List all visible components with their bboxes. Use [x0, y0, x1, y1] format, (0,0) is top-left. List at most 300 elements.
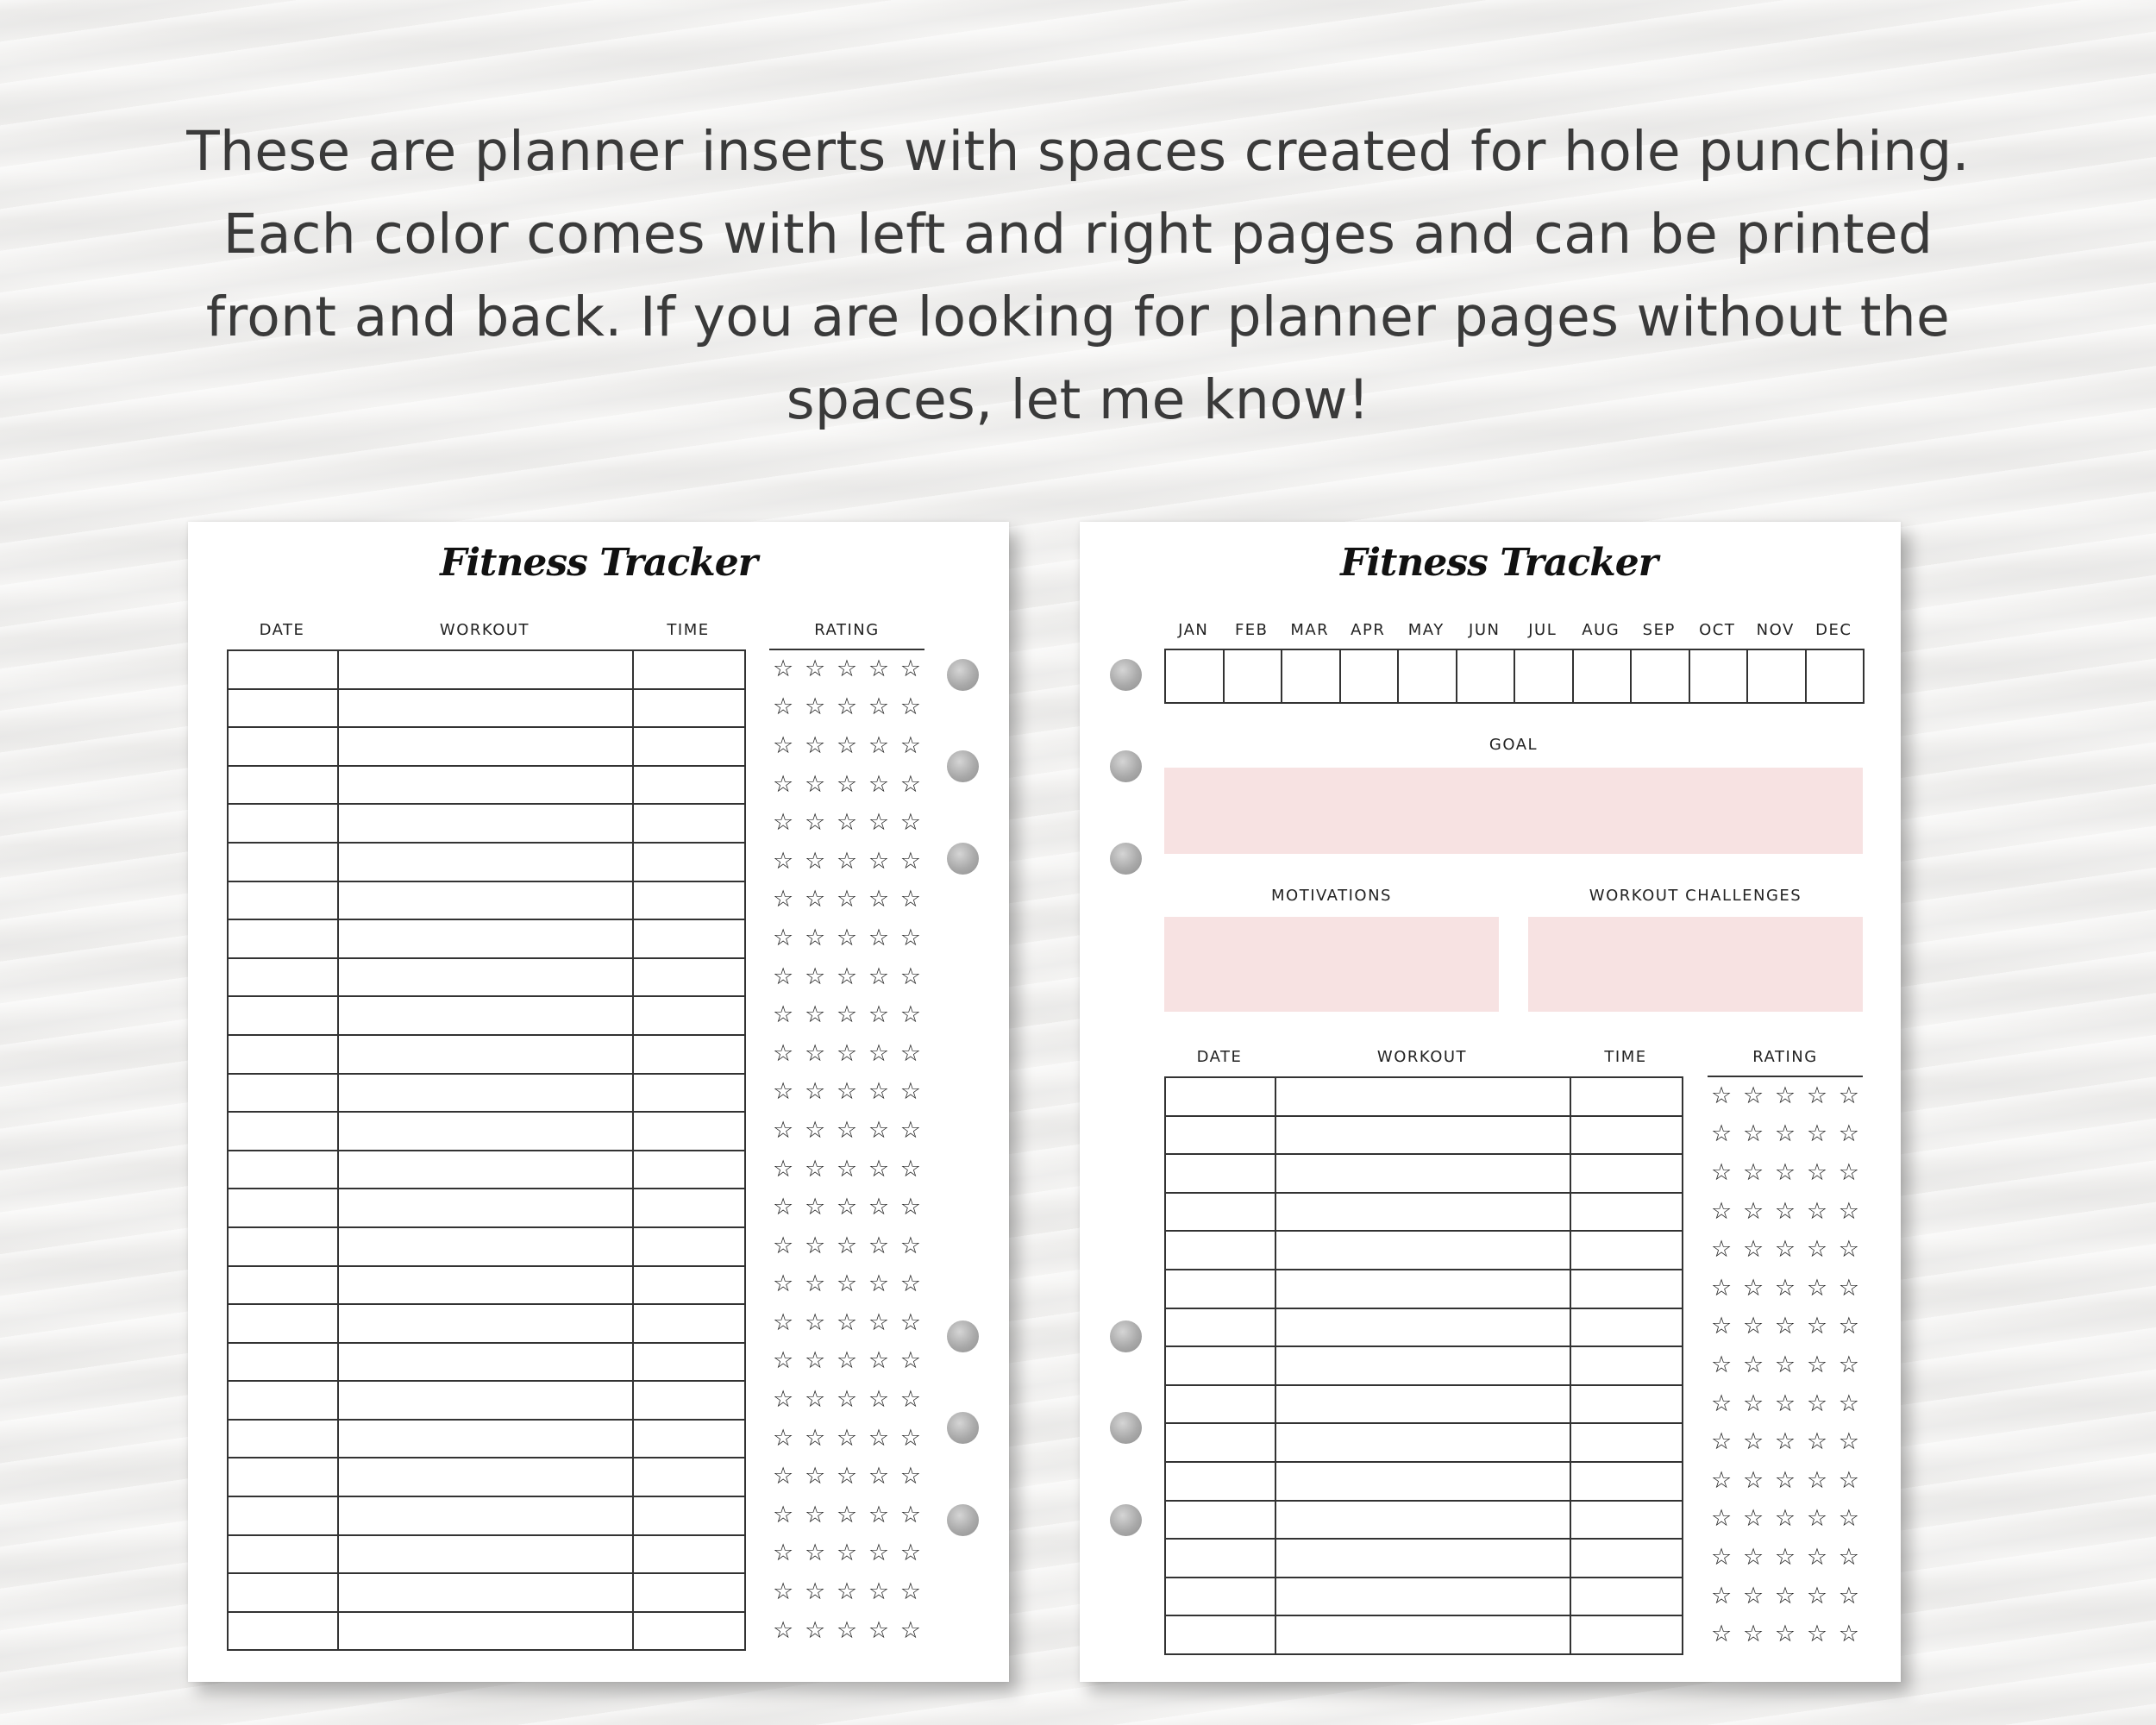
star-rating-row[interactable]: [1711, 1269, 1859, 1308]
star-outline-icon[interactable]: ☆: [1806, 1582, 1828, 1609]
star-outline-icon[interactable]: ☆: [868, 1116, 890, 1144]
time-cell: [1570, 1539, 1683, 1578]
workout-cell: [1275, 1154, 1570, 1193]
star-outline-icon[interactable]: ☆: [1742, 1236, 1764, 1264]
star-outline-icon[interactable]: ☆: [836, 886, 858, 913]
star-outline-icon[interactable]: ☆: [836, 770, 858, 798]
star-outline-icon[interactable]: ☆: [836, 655, 858, 682]
star-rating-row[interactable]: [1711, 1577, 1859, 1615]
star-outline-icon[interactable]: ☆: [1806, 1466, 1828, 1494]
star-outline-icon[interactable]: ☆: [868, 963, 890, 990]
star-outline-icon[interactable]: ☆: [1806, 1505, 1828, 1533]
star-outline-icon[interactable]: ☆: [899, 1424, 921, 1452]
star-outline-icon[interactable]: ☆: [773, 1616, 794, 1644]
star-outline-icon[interactable]: ☆: [836, 809, 858, 837]
star-outline-icon[interactable]: ☆: [899, 924, 921, 951]
star-outline-icon[interactable]: ☆: [1774, 1120, 1796, 1148]
star-outline-icon[interactable]: ☆: [1742, 1274, 1764, 1302]
star-outline-icon[interactable]: ☆: [804, 731, 826, 759]
star-outline-icon[interactable]: ☆: [868, 1194, 890, 1221]
workout-cell: [338, 958, 633, 997]
star-rating-row[interactable]: [773, 765, 921, 804]
star-outline-icon[interactable]: ☆: [868, 1386, 890, 1414]
star-outline-icon[interactable]: ☆: [1774, 1621, 1796, 1648]
star-rating-row[interactable]: [1711, 1230, 1859, 1269]
star-outline-icon[interactable]: ☆: [1742, 1082, 1764, 1109]
star-rating-row[interactable]: [1711, 1615, 1859, 1653]
star-rating-row[interactable]: [773, 957, 921, 996]
star-outline-icon[interactable]: ☆: [836, 1039, 858, 1067]
star-outline-icon[interactable]: ☆: [1742, 1389, 1764, 1417]
date-cell: [228, 1266, 338, 1305]
star-outline-icon[interactable]: ☆: [836, 1194, 858, 1221]
star-outline-icon[interactable]: ☆: [1742, 1466, 1764, 1494]
star-outline-icon[interactable]: ☆: [1711, 1351, 1733, 1378]
star-outline-icon[interactable]: ☆: [1711, 1313, 1733, 1340]
star-outline-icon[interactable]: ☆: [836, 1386, 858, 1414]
star-outline-icon[interactable]: ☆: [836, 1155, 858, 1182]
star-rating-row[interactable]: [1711, 1422, 1859, 1461]
star-outline-icon[interactable]: ☆: [773, 809, 794, 837]
date-cell: [228, 881, 338, 920]
star-outline-icon[interactable]: ☆: [899, 1001, 921, 1029]
star-rating-row[interactable]: [773, 1034, 921, 1073]
star-outline-icon[interactable]: ☆: [804, 1616, 826, 1644]
star-outline-icon[interactable]: ☆: [1774, 1389, 1796, 1417]
star-outline-icon[interactable]: ☆: [804, 1270, 826, 1298]
star-outline-icon[interactable]: ☆: [773, 1039, 794, 1067]
star-rating-row[interactable]: [773, 1111, 921, 1150]
table-row: [228, 1035, 745, 1074]
workout-cell: [338, 1420, 633, 1458]
star-outline-icon[interactable]: ☆: [899, 1616, 921, 1644]
star-outline-icon[interactable]: ☆: [1774, 1158, 1796, 1186]
star-outline-icon[interactable]: ☆: [773, 1347, 794, 1375]
star-outline-icon[interactable]: ☆: [899, 1386, 921, 1414]
star-outline-icon[interactable]: ☆: [899, 1232, 921, 1259]
punch-hole-icon: [1110, 843, 1142, 875]
star-outline-icon[interactable]: ☆: [1711, 1236, 1733, 1264]
star-outline-icon[interactable]: ☆: [773, 924, 794, 951]
star-outline-icon[interactable]: ☆: [868, 1463, 890, 1490]
star-outline-icon[interactable]: ☆: [899, 1116, 921, 1144]
star-outline-icon[interactable]: ☆: [1806, 1389, 1828, 1417]
star-rating-row[interactable]: [773, 1073, 921, 1112]
month-cell[interactable]: [1282, 649, 1340, 703]
star-outline-icon[interactable]: ☆: [836, 1540, 858, 1567]
star-outline-icon[interactable]: ☆: [899, 886, 921, 913]
star-outline-icon[interactable]: ☆: [1806, 1274, 1828, 1302]
star-outline-icon[interactable]: ☆: [773, 1578, 794, 1606]
star-outline-icon[interactable]: ☆: [1742, 1120, 1764, 1148]
date-cell: [228, 727, 338, 766]
star-outline-icon[interactable]: ☆: [773, 847, 794, 875]
star-outline-icon[interactable]: ☆: [1838, 1197, 1859, 1225]
star-outline-icon[interactable]: ☆: [836, 1424, 858, 1452]
star-outline-icon[interactable]: ☆: [1838, 1466, 1859, 1494]
star-outline-icon[interactable]: ☆: [868, 731, 890, 759]
star-outline-icon[interactable]: ☆: [1711, 1389, 1733, 1417]
star-outline-icon[interactable]: ☆: [836, 1078, 858, 1106]
star-outline-icon[interactable]: ☆: [1742, 1313, 1764, 1340]
star-rating-row[interactable]: [773, 1572, 921, 1611]
star-outline-icon[interactable]: ☆: [868, 693, 890, 721]
star-outline-icon[interactable]: ☆: [1838, 1313, 1859, 1340]
star-rating-row[interactable]: [1711, 1384, 1859, 1423]
workout-cell: [338, 727, 633, 766]
star-rating-row[interactable]: [773, 1457, 921, 1496]
star-outline-icon[interactable]: ☆: [868, 1424, 890, 1452]
star-outline-icon[interactable]: ☆: [773, 731, 794, 759]
star-rating-row[interactable]: [773, 1419, 921, 1458]
star-outline-icon[interactable]: ☆: [1742, 1158, 1764, 1186]
month-cell[interactable]: [1689, 649, 1748, 703]
star-outline-icon[interactable]: ☆: [868, 1078, 890, 1106]
star-outline-icon[interactable]: ☆: [868, 1578, 890, 1606]
star-outline-icon[interactable]: ☆: [1838, 1621, 1859, 1648]
star-rating-row[interactable]: [1711, 1153, 1859, 1192]
star-outline-icon[interactable]: ☆: [899, 1501, 921, 1528]
star-outline-icon[interactable]: ☆: [836, 1308, 858, 1336]
star-outline-icon[interactable]: ☆: [1711, 1120, 1733, 1148]
star-outline-icon[interactable]: ☆: [1838, 1428, 1859, 1456]
star-outline-icon[interactable]: ☆: [804, 1578, 826, 1606]
date-cell: [228, 804, 338, 843]
star-outline-icon[interactable]: ☆: [1711, 1466, 1733, 1494]
star-rating-row[interactable]: [773, 1226, 921, 1265]
month-cell[interactable]: [1165, 649, 1224, 703]
star-outline-icon[interactable]: ☆: [1806, 1621, 1828, 1648]
time-cell: [633, 1458, 745, 1496]
star-rating-row[interactable]: [773, 1303, 921, 1342]
star-rating-row[interactable]: [1711, 1308, 1859, 1346]
star-outline-icon[interactable]: ☆: [836, 963, 858, 990]
star-outline-icon[interactable]: ☆: [1742, 1197, 1764, 1225]
star-outline-icon[interactable]: ☆: [1711, 1082, 1733, 1109]
star-outline-icon[interactable]: ☆: [868, 1616, 890, 1644]
star-outline-icon[interactable]: ☆: [1742, 1351, 1764, 1378]
column-header-rating: RATING: [814, 621, 880, 639]
star-outline-icon[interactable]: ☆: [773, 1155, 794, 1182]
star-outline-icon[interactable]: ☆: [868, 809, 890, 837]
star-rating-row[interactable]: [1711, 1538, 1859, 1577]
star-outline-icon[interactable]: ☆: [1774, 1082, 1796, 1109]
star-outline-icon[interactable]: ☆: [773, 1001, 794, 1029]
time-cell: [1570, 1462, 1683, 1501]
star-outline-icon[interactable]: ☆: [899, 770, 921, 798]
star-rating-row[interactable]: [773, 726, 921, 765]
star-outline-icon[interactable]: ☆: [804, 770, 826, 798]
star-outline-icon[interactable]: ☆: [836, 1463, 858, 1490]
punch-hole-icon: [947, 750, 979, 782]
star-outline-icon[interactable]: ☆: [1742, 1505, 1764, 1533]
star-rating-row[interactable]: [773, 919, 921, 957]
star-outline-icon[interactable]: ☆: [1774, 1274, 1796, 1302]
punch-hole-icon: [1110, 1504, 1142, 1536]
punch-hole-icon: [947, 1504, 979, 1536]
star-outline-icon[interactable]: ☆: [773, 886, 794, 913]
star-outline-icon[interactable]: ☆: [868, 1270, 890, 1298]
star-outline-icon[interactable]: ☆: [868, 1232, 890, 1259]
star-outline-icon[interactable]: ☆: [899, 1463, 921, 1490]
star-outline-icon[interactable]: ☆: [868, 770, 890, 798]
date-cell: [228, 1612, 338, 1651]
star-rating-row[interactable]: [1711, 1461, 1859, 1500]
star-outline-icon[interactable]: ☆: [868, 655, 890, 682]
month-cell[interactable]: [1457, 649, 1515, 703]
star-outline-icon[interactable]: ☆: [1774, 1543, 1796, 1571]
month-cell[interactable]: [1573, 649, 1632, 703]
star-rating-row[interactable]: [1711, 1500, 1859, 1539]
star-outline-icon[interactable]: ☆: [804, 1232, 826, 1259]
star-outline-icon[interactable]: ☆: [1806, 1197, 1828, 1225]
star-outline-icon[interactable]: ☆: [1838, 1082, 1859, 1109]
star-outline-icon[interactable]: ☆: [1711, 1428, 1733, 1456]
star-outline-icon[interactable]: ☆: [804, 1463, 826, 1490]
star-outline-icon[interactable]: ☆: [1838, 1351, 1859, 1378]
star-outline-icon[interactable]: ☆: [1742, 1428, 1764, 1456]
star-outline-icon[interactable]: ☆: [1838, 1505, 1859, 1533]
star-outline-icon[interactable]: ☆: [1806, 1313, 1828, 1340]
star-outline-icon[interactable]: ☆: [836, 1616, 858, 1644]
date-cell: [228, 1151, 338, 1189]
star-outline-icon[interactable]: ☆: [1806, 1236, 1828, 1264]
star-rating-row[interactable]: [1711, 1192, 1859, 1231]
star-rating-row[interactable]: [773, 1611, 921, 1650]
star-outline-icon[interactable]: ☆: [773, 963, 794, 990]
star-rating-row[interactable]: [773, 1188, 921, 1226]
star-outline-icon[interactable]: ☆: [868, 1540, 890, 1567]
star-outline-icon[interactable]: ☆: [836, 924, 858, 951]
star-outline-icon[interactable]: ☆: [899, 1078, 921, 1106]
star-outline-icon[interactable]: ☆: [1806, 1428, 1828, 1456]
star-rating-row[interactable]: [773, 842, 921, 881]
month-cell[interactable]: [1224, 649, 1282, 703]
date-cell: [1165, 1578, 1275, 1616]
star-outline-icon[interactable]: ☆: [804, 1424, 826, 1452]
star-outline-icon[interactable]: ☆: [804, 1308, 826, 1336]
month-label: MAR: [1290, 621, 1330, 639]
star-outline-icon[interactable]: ☆: [804, 693, 826, 721]
workout-cell: [1275, 1501, 1570, 1540]
star-outline-icon[interactable]: ☆: [868, 1347, 890, 1375]
star-outline-icon[interactable]: ☆: [1806, 1082, 1828, 1109]
star-rating-row[interactable]: [773, 1380, 921, 1419]
star-rating-row[interactable]: [773, 649, 921, 688]
star-rating-row[interactable]: [773, 1150, 921, 1189]
star-outline-icon[interactable]: ☆: [804, 1501, 826, 1528]
star-outline-icon[interactable]: ☆: [773, 1078, 794, 1106]
star-outline-icon[interactable]: ☆: [1711, 1158, 1733, 1186]
table-row: [228, 1573, 745, 1612]
star-outline-icon[interactable]: ☆: [899, 1540, 921, 1567]
star-outline-icon[interactable]: ☆: [899, 731, 921, 759]
star-outline-icon[interactable]: ☆: [773, 770, 794, 798]
month-cell[interactable]: [1398, 649, 1457, 703]
star-outline-icon[interactable]: ☆: [804, 1078, 826, 1106]
star-outline-icon[interactable]: ☆: [804, 1540, 826, 1567]
star-outline-icon[interactable]: ☆: [1838, 1158, 1859, 1186]
headline-line-3: front and back. If you are looking for planner pages without the: [205, 285, 1951, 348]
star-outline-icon[interactable]: ☆: [868, 1501, 890, 1528]
star-outline-icon[interactable]: ☆: [1838, 1389, 1859, 1417]
time-cell: [633, 919, 745, 958]
star-outline-icon[interactable]: ☆: [804, 1155, 826, 1182]
star-outline-icon[interactable]: ☆: [899, 1578, 921, 1606]
star-outline-icon[interactable]: ☆: [1774, 1351, 1796, 1378]
star-rating-row[interactable]: [773, 803, 921, 842]
headline: [0, 110, 2156, 442]
star-outline-icon[interactable]: ☆: [804, 1194, 826, 1221]
star-outline-icon[interactable]: ☆: [804, 1116, 826, 1144]
star-rating-row[interactable]: [773, 881, 921, 919]
star-outline-icon[interactable]: ☆: [773, 693, 794, 721]
star-outline-icon[interactable]: ☆: [1774, 1236, 1796, 1264]
star-outline-icon[interactable]: ☆: [868, 1155, 890, 1182]
star-outline-icon[interactable]: ☆: [804, 1001, 826, 1029]
star-outline-icon[interactable]: ☆: [1774, 1313, 1796, 1340]
star-outline-icon[interactable]: ☆: [899, 1039, 921, 1067]
star-outline-icon[interactable]: ☆: [836, 731, 858, 759]
star-outline-icon[interactable]: ☆: [899, 1347, 921, 1375]
star-outline-icon[interactable]: ☆: [1838, 1120, 1859, 1148]
star-outline-icon[interactable]: ☆: [1838, 1274, 1859, 1302]
star-outline-icon[interactable]: ☆: [1806, 1120, 1828, 1148]
star-rating-row[interactable]: [1711, 1115, 1859, 1154]
star-rating-row[interactable]: [773, 1342, 921, 1381]
star-outline-icon[interactable]: ☆: [773, 1116, 794, 1144]
star-outline-icon[interactable]: ☆: [868, 1308, 890, 1336]
star-outline-icon[interactable]: ☆: [804, 1039, 826, 1067]
star-outline-icon[interactable]: ☆: [1711, 1505, 1733, 1533]
workout-cell: [1275, 1385, 1570, 1424]
star-outline-icon[interactable]: ☆: [836, 1347, 858, 1375]
month-cell[interactable]: [1631, 649, 1689, 703]
star-outline-icon[interactable]: ☆: [1806, 1351, 1828, 1378]
star-outline-icon[interactable]: ☆: [773, 1308, 794, 1336]
star-outline-icon[interactable]: ☆: [1711, 1582, 1733, 1609]
star-outline-icon[interactable]: ☆: [773, 1463, 794, 1490]
star-rating-row[interactable]: [773, 995, 921, 1034]
star-outline-icon[interactable]: ☆: [804, 809, 826, 837]
star-outline-icon[interactable]: ☆: [1838, 1236, 1859, 1264]
star-outline-icon[interactable]: ☆: [899, 1308, 921, 1336]
star-outline-icon[interactable]: ☆: [1742, 1582, 1764, 1609]
star-outline-icon[interactable]: ☆: [836, 1116, 858, 1144]
month-cell[interactable]: [1514, 649, 1573, 703]
date-cell: [228, 1343, 338, 1382]
month-cell[interactable]: [1340, 649, 1399, 703]
date-cell: [1165, 1077, 1275, 1116]
star-outline-icon[interactable]: ☆: [1742, 1543, 1764, 1571]
star-outline-icon[interactable]: ☆: [1774, 1428, 1796, 1456]
star-rating-row[interactable]: [773, 1496, 921, 1534]
star-outline-icon[interactable]: ☆: [899, 1270, 921, 1298]
star-outline-icon[interactable]: ☆: [773, 1270, 794, 1298]
star-outline-icon[interactable]: ☆: [773, 1386, 794, 1414]
star-outline-icon[interactable]: ☆: [899, 809, 921, 837]
rating-column: [773, 649, 921, 1649]
star-outline-icon[interactable]: ☆: [804, 886, 826, 913]
date-cell: [1165, 1462, 1275, 1501]
star-outline-icon[interactable]: ☆: [804, 1386, 826, 1414]
star-outline-icon[interactable]: ☆: [899, 655, 921, 682]
star-outline-icon[interactable]: ☆: [773, 655, 794, 682]
star-outline-icon[interactable]: ☆: [804, 924, 826, 951]
star-outline-icon[interactable]: ☆: [773, 1232, 794, 1259]
star-outline-icon[interactable]: ☆: [804, 1347, 826, 1375]
star-outline-icon[interactable]: ☆: [899, 1155, 921, 1182]
star-outline-icon[interactable]: ☆: [836, 1001, 858, 1029]
star-outline-icon[interactable]: ☆: [868, 1001, 890, 1029]
star-rating-row[interactable]: [1711, 1076, 1859, 1115]
star-outline-icon[interactable]: ☆: [868, 1039, 890, 1067]
star-outline-icon[interactable]: ☆: [1774, 1505, 1796, 1533]
star-outline-icon[interactable]: ☆: [1838, 1543, 1859, 1571]
star-outline-icon[interactable]: ☆: [836, 847, 858, 875]
star-outline-icon[interactable]: ☆: [804, 655, 826, 682]
star-outline-icon[interactable]: ☆: [1774, 1582, 1796, 1609]
month-cell[interactable]: [1806, 649, 1865, 703]
star-outline-icon[interactable]: ☆: [1838, 1582, 1859, 1609]
star-outline-icon[interactable]: ☆: [804, 963, 826, 990]
star-outline-icon[interactable]: ☆: [773, 1540, 794, 1567]
star-outline-icon[interactable]: ☆: [836, 1578, 858, 1606]
table-row: [228, 958, 745, 997]
star-outline-icon[interactable]: ☆: [1742, 1621, 1764, 1648]
star-rating-row[interactable]: [1711, 1346, 1859, 1384]
workout-cell: [1275, 1539, 1570, 1578]
star-outline-icon[interactable]: ☆: [836, 1232, 858, 1259]
star-rating-row[interactable]: [773, 688, 921, 727]
star-outline-icon[interactable]: ☆: [1711, 1621, 1733, 1648]
star-outline-icon[interactable]: ☆: [1774, 1197, 1796, 1225]
star-outline-icon[interactable]: ☆: [1806, 1158, 1828, 1186]
table-row: [228, 650, 745, 689]
star-outline-icon[interactable]: ☆: [868, 847, 890, 875]
star-outline-icon[interactable]: ☆: [773, 1424, 794, 1452]
workout-cell: [338, 1189, 633, 1227]
time-cell: [633, 1112, 745, 1151]
star-outline-icon[interactable]: ☆: [773, 1501, 794, 1528]
star-outline-icon[interactable]: ☆: [773, 1194, 794, 1221]
star-outline-icon[interactable]: ☆: [1774, 1466, 1796, 1494]
star-outline-icon[interactable]: ☆: [836, 1270, 858, 1298]
star-outline-icon[interactable]: ☆: [899, 963, 921, 990]
star-outline-icon[interactable]: ☆: [899, 1194, 921, 1221]
star-outline-icon[interactable]: ☆: [804, 847, 826, 875]
date-cell: [1165, 1501, 1275, 1540]
date-cell: [228, 996, 338, 1035]
star-outline-icon[interactable]: ☆: [1711, 1197, 1733, 1225]
star-rating-row[interactable]: [773, 1534, 921, 1573]
star-outline-icon[interactable]: ☆: [836, 693, 858, 721]
star-outline-icon[interactable]: ☆: [1806, 1543, 1828, 1571]
month-cell[interactable]: [1747, 649, 1806, 703]
date-cell: [228, 1381, 338, 1420]
star-rating-row[interactable]: [773, 1265, 921, 1304]
time-cell: [633, 1535, 745, 1574]
headline-line-1: These are planner inserts with spaces created for hole punching.: [186, 120, 1970, 183]
time-cell: [633, 1420, 745, 1458]
star-outline-icon[interactable]: ☆: [899, 693, 921, 721]
star-outline-icon[interactable]: ☆: [868, 886, 890, 913]
star-outline-icon[interactable]: ☆: [836, 1501, 858, 1528]
star-outline-icon[interactable]: ☆: [1711, 1543, 1733, 1571]
star-outline-icon[interactable]: ☆: [899, 847, 921, 875]
star-outline-icon[interactable]: ☆: [868, 924, 890, 951]
star-outline-icon[interactable]: ☆: [1711, 1274, 1733, 1302]
